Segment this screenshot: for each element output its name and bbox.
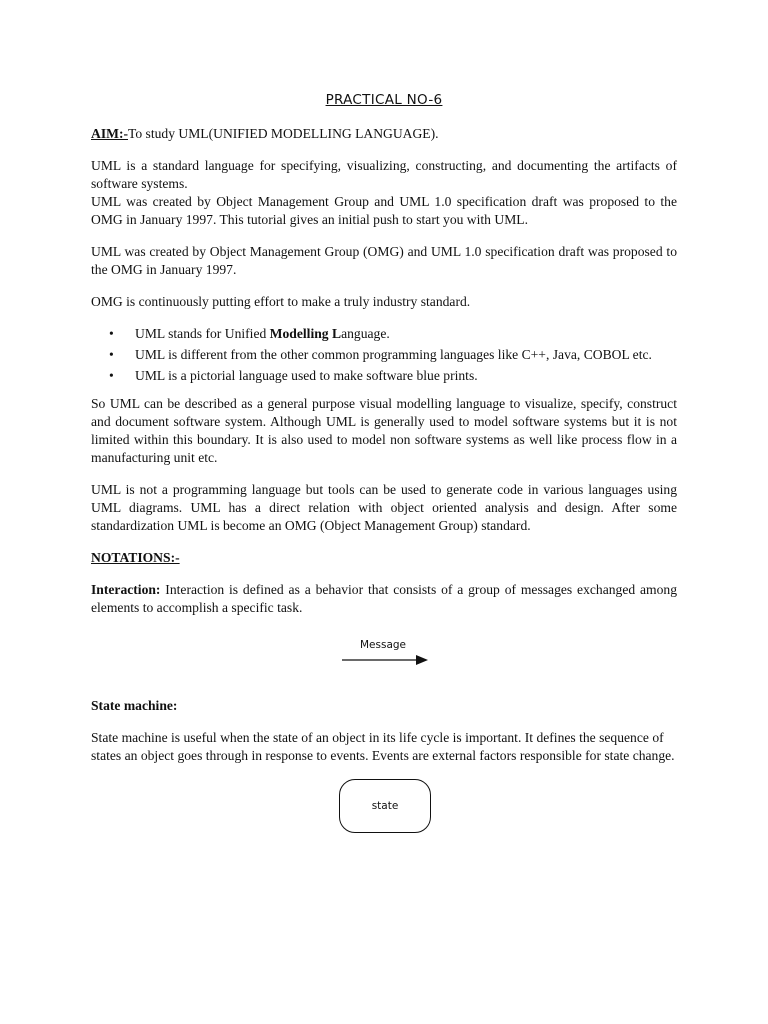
interaction-text: Interaction is defined as a behavior that consists of a group of messages exchanged among elements to accomplish a specific task.: [91, 582, 677, 615]
state-machine-heading-text: State machine:: [91, 698, 178, 713]
bullet-bold-text: L: [332, 326, 342, 341]
aim-text: To study UML(UNIFIED MODELLING LANGUAGE).: [128, 126, 439, 141]
message-notation-figure: [91, 631, 677, 679]
state-machine-paragraph: State machine is useful when the state of an object in its life cycle is important. It defines the sequence of states an object goes through in response to events. Events are external factors responsible for state change.: [91, 730, 675, 763]
notations-heading: NOTATIONS:-: [91, 550, 180, 565]
interaction-label: Interaction:: [91, 582, 161, 597]
state-label: state: [371, 800, 399, 812]
paragraph-omg-history: UML was created by Object Management Group (OMG) and UML 1.0 specification draft was proposed to the OMG in January 1997.: [91, 244, 677, 277]
message-label: Message: [360, 639, 407, 651]
list-item: [135, 325, 677, 343]
state-notation-figure: [91, 779, 677, 849]
bullet-text: nified: [234, 326, 270, 341]
state-machine-heading: [91, 697, 677, 715]
message-arrow-icon: [342, 653, 432, 667]
document-body: [91, 91, 677, 849]
paragraph-omg-effort: OMG is continuously putting effort to make a truly industry standard.: [91, 294, 471, 309]
aim-label: AIM:-: [91, 126, 128, 141]
aim-paragraph: [91, 125, 677, 143]
paragraph-uml-description: So UML can be described as a general purpose visual modelling language to visualize, specify, construct and document software system. Although UML is generally used to model software systems but it is not limited within this boundary. It is also used to model non software systems as well like process flow in a manufacturing unit etc.: [91, 396, 677, 465]
bullet-text: anguage.: [341, 326, 390, 341]
intro-line-1: UML is a standard language for specifying, visualizing, constructing, and documenting the artifacts of software systems.: [91, 158, 677, 191]
bullet-text: UML stands for: [135, 326, 225, 341]
intro-line-2: UML was created by Object Management Group and UML 1.0 specification draft was proposed to the OMG in January 1997. This tutorial gives an initial push to start you with UML.: [91, 194, 677, 227]
list-item: • UML is different from the other common programming languages like C++, Java, COBOL etc.: [135, 346, 677, 364]
bullet-bold-text: Modelling: [269, 326, 329, 341]
page-title: PRACTICAL NO-6: [325, 92, 443, 108]
uml-bullet-list: [91, 325, 677, 385]
paragraph-uml-not-language: UML is not a programming language but tools can be used to generate code in various languages using UML diagrams. UML has a direct relation with object oriented analysis and design. After some standardization UML is become an OMG (Object Management Group) standard.: [91, 482, 677, 533]
bullet-text: U: [224, 326, 235, 341]
state-box: [339, 779, 431, 833]
interaction-paragraph: [91, 581, 677, 617]
list-item: • UML is a pictorial language used to make software blue prints.: [135, 367, 677, 385]
